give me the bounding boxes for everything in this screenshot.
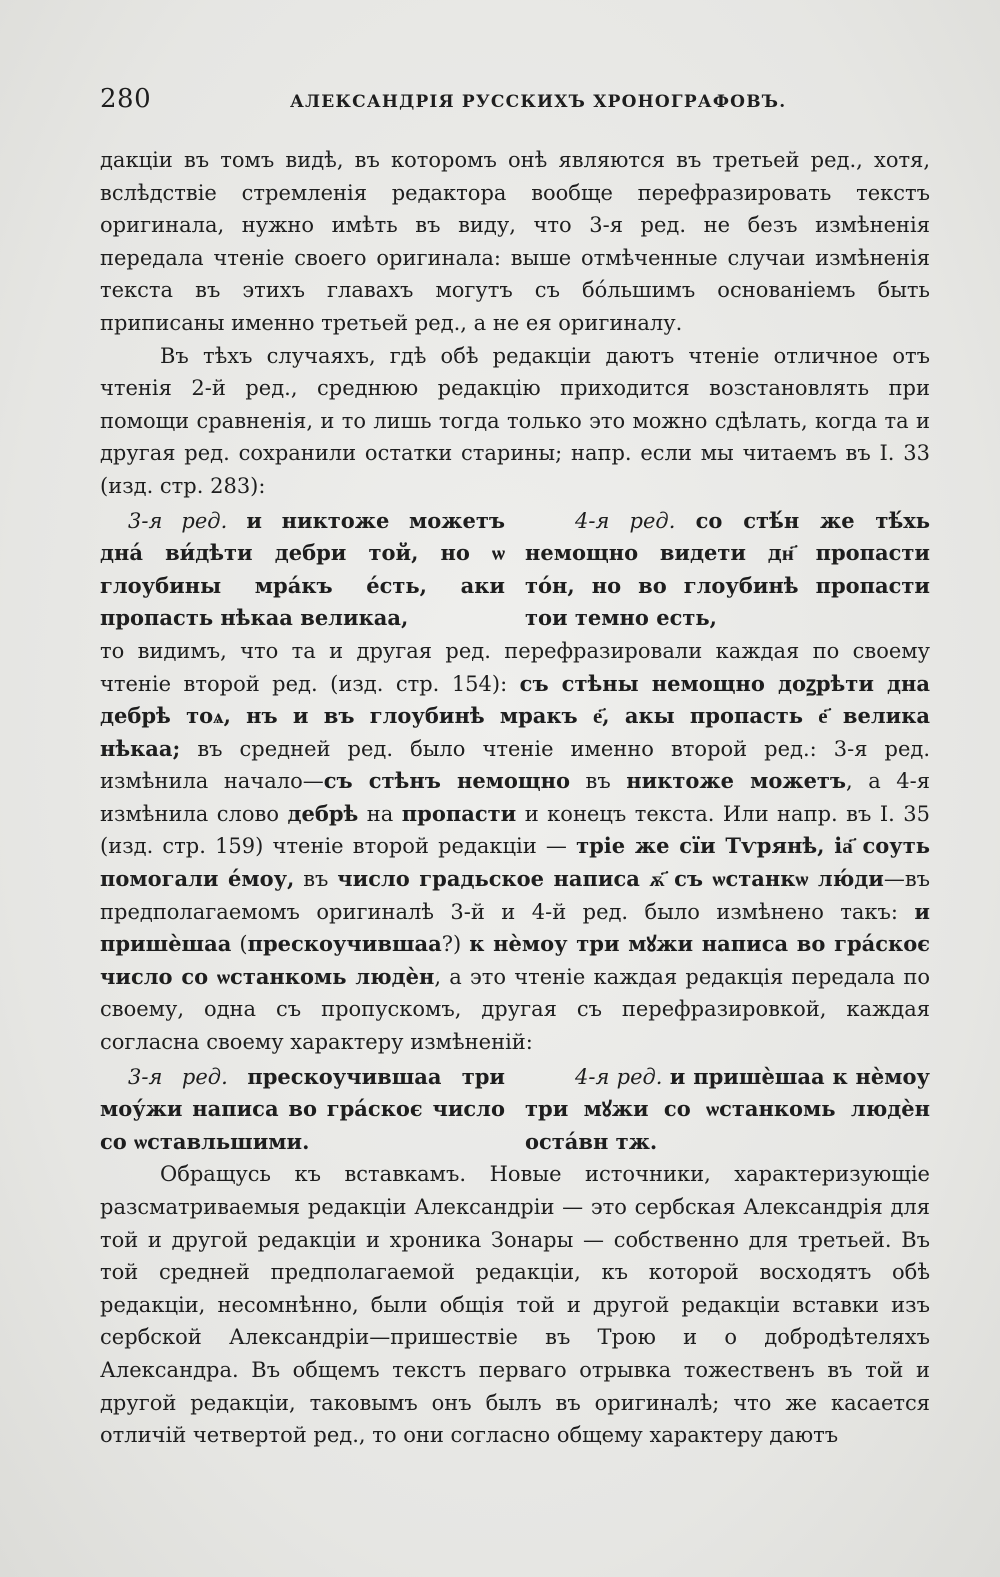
quote-1-right-column (525, 505, 930, 635)
p3-text-1: то видимъ, что та и другая ред. перефразировали каждая по своему чтеніе второй ред. (изд. стр. 154): (100, 638, 930, 696)
p3-church-9: прескоучившаа (247, 931, 442, 957)
quote-1-right-label: 4-я ред. (575, 508, 676, 533)
quote-2-left-column (100, 1061, 505, 1159)
p3-text-9: ( (231, 932, 248, 957)
quote-1-left-column (100, 505, 505, 635)
p3-text-6: и конецъ текста. Или напр. въ І. 35 (изд. стр. 159) чтеніе второй редакціи — (100, 801, 931, 859)
page-body (100, 144, 930, 1452)
p3-church-4: дебрѣ (287, 800, 359, 826)
p3-church-2: съ стѣнъ немощно (323, 768, 571, 794)
paragraph-2: Въ тѣхъ случаяхъ, гдѣ обѣ редакціи даютъ чтеніе отличное отъ чтенія 2-й ред., среднюю редакцію приходится возстановлять при помощи сравненія, и то лишь тогда только это можно сдѣлать, когда та и другая ред. сохранили остатки старины; напр. если мы читаемъ въ І. 33 (изд. стр. 283): (100, 343, 930, 498)
p3-church-3: никтоже можетъ (626, 768, 847, 794)
quote-block-1 (100, 505, 930, 635)
running-title: АЛЕКСАНДРІЯ РУССКИХЪ ХРОНОГРАФОВЪ. (290, 92, 787, 112)
page-number: 280 (100, 84, 152, 114)
p3-church-7: число градьское написа ѫ҃ съ ѡстанкѡ лю́ди (337, 866, 884, 892)
p3-text-2: въ средней ред. было чтеніе именно второй ред.: 3-я ред. измѣнила начало— (100, 736, 930, 794)
p3-text-4: , а 4-я измѣнила слово (100, 769, 930, 826)
quote-2-right-column (525, 1061, 930, 1159)
p3-text-3: въ (570, 769, 627, 794)
p3-church-10: к нѐмоу три мꙋжи написа во гра́скоє число со ѡстанкомь людѐн (100, 931, 930, 989)
p3-church-5: пропасти (401, 800, 517, 826)
p3-church-8: и пришѐшаа (100, 898, 930, 957)
quote-2-left-text: прескоучившаа три моу́жи написа во гра́скоє число со ѡставльшими. (100, 1063, 505, 1154)
p3-text-11: , а это чтеніе каждая редакція передала по своему, одна съ пропускомъ, другая съ перефразировкой, каждая согласна своему характеру измѣненій: (100, 964, 930, 1055)
p3-text-5: на (358, 801, 402, 826)
quote-2-right-label: 4-я ред. (575, 1064, 663, 1089)
quote-1-left-text: и никтоже можетъ дна́ ви́дѣти дебри той, но ѡ глоубины мра́къ е́сть, аки пропасть нѣкаа великаа, (100, 507, 505, 631)
paragraph-3 (100, 635, 930, 1059)
page-header (100, 84, 930, 124)
quote-2-left-label: 3-я ред. (128, 1064, 228, 1089)
p3-text-10: ?) (441, 932, 470, 957)
p3-text-8: —въ предполагаемомъ оригиналѣ 3-й и 4-й ред. было измѣнено такъ: (100, 867, 930, 924)
paragraph-1: дакціи въ томъ видѣ, въ которомъ онѣ являются въ третьей ред., хотя, вслѣдствіе стремленія редактора вообще перефразировать текстъ оригинала, нужно имѣть въ виду, что 3-я ред. не безъ измѣненія передала чтеніе своего оригинала: выше отмѣченные случаи измѣненія текста въ этихъ главахъ могутъ съ бо́льшимъ основаніемъ быть приписаны именно третьей ред., а не ея оригиналу. (100, 148, 930, 335)
quote-2-right-text: и пришѐшаа к нѐмоу три мꙋжи со ѡстанкомь людѐн оста́вн тж. (525, 1063, 930, 1154)
quote-1-right-text: со стѣ́н же тѣ́хь немощно видети дн҃ пропасти то́н, но во глоубинѣ пропасти тои темно есть, (525, 507, 930, 631)
quote-1-left-label: 3-я ред. (128, 508, 228, 533)
p3-church-6: тріе же сїи Тѵрянѣ, іа҃ соуть помогали е́моу, (100, 833, 930, 892)
quote-block-2 (100, 1061, 930, 1159)
p3-church-1: съ стѣны немощно доꙁрѣти дна дебрѣ тоѧ, нъ и въ глоубинѣ мракъ е҃, акы пропасть е҃ велика нѣкаа; (100, 670, 930, 761)
p3-text-7: въ (294, 867, 338, 892)
paragraph-4: Обращусь къ вставкамъ. Новые источники, характеризующіе разсматриваемыя редакціи Александріи — это сербская Александрія для той и другой редакціи и хроника Зонары — собственно для третьей. Въ той средней предполагаемой редакціи, къ которой восходятъ обѣ редакціи, несомнѣнно, были общія той и другой редакціи вставки изъ сербской Александріи—пришествіе въ Трою и о добродѣтеляхъ Александра. Въ общемъ текстъ перваго отрывка тожественъ въ той и другой редакціи, таковымъ онъ былъ въ оригиналѣ; что же касается отличій четвертой ред., то они согласно общему характеру даютъ (100, 1162, 930, 1448)
